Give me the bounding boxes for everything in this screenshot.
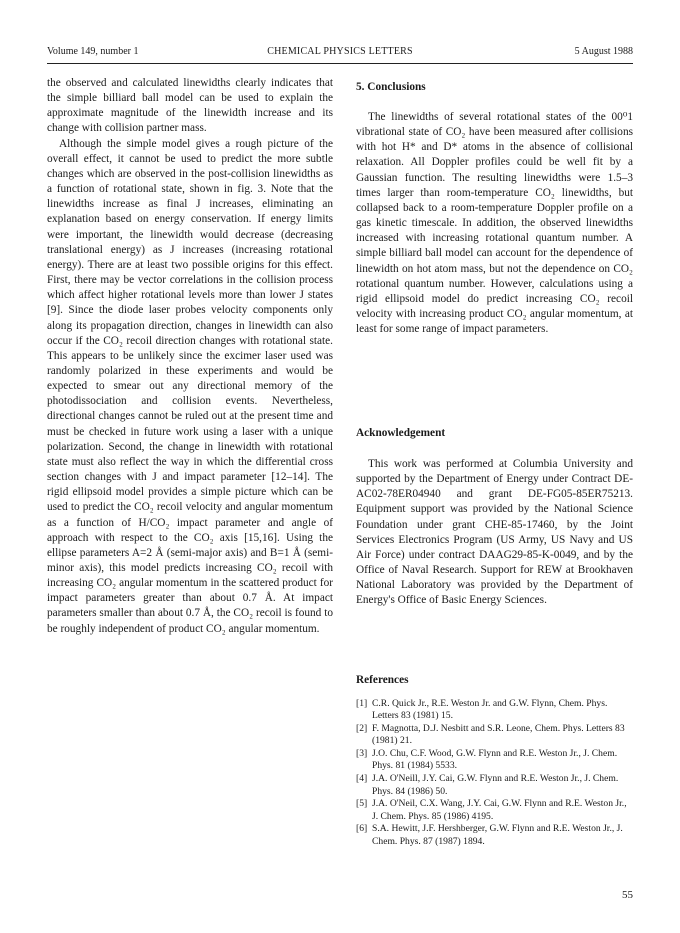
- reference-item: [356, 823, 633, 848]
- reference-number: [3]: [356, 748, 368, 760]
- reference-item: [356, 798, 633, 823]
- reference-number: [6]: [356, 823, 368, 835]
- section-heading-references: References: [356, 674, 409, 686]
- header-rule: [47, 63, 633, 64]
- issue-date: 5 August 1988: [574, 46, 633, 57]
- section-heading-acknowledgement: Acknowledgement: [356, 427, 446, 439]
- reference-number: [1]: [356, 698, 368, 709]
- reference-text: F. Magnotta, D.J. Nesbitt and S.R. Leone, Chem. Phys. Letters 83 (1981) 21.: [372, 723, 625, 747]
- body-paragraph: Although the simple model gives a rough picture of the overall effect, it cannot be used to predict the more subtle changes which are observed in the post-collision linewidths as a function of rotational state, shown in fig. 3. Note that the linewidths increase as final J increases, eliminating an explanation based on energy conservation. If energy limits were important, the linewidth would decrease (decreasing translational energy) as J increases (increasing rotational energy). There are at least two possible origins for this effect. First, there may be vector correlations in the collision process which affect higher rotational levels more than lower J states [9]. Since the diode laser probes velocity components only along its propagation direction, changes in linewidth can also occur if the CO₂ recoil direction changes with rotational state. This appears to be unlikely since the excimer laser used was randomly polarized in these experiments and would be expected to smear out any directional memory of the photodissociation and collision events. Nevertheless, directional changes cannot be ruled out at the present time and must be checked in future work using a laser with a unique polarization. Second, the change in linewidth with rotational state must also reflect the way in which the differential cross section changes with J and impact parameter [12–14]. The rigid ellipsoid model provides a simple picture which can be used to predict the CO₂ recoil velocity and angular momentum as a function of H/CO₂ impact parameter and angle of approach with respect to the CO₂ axis [15,16]. Using the ellipse parameters A=2 Å (semi-major axis) and B=1 Å (semi-minor axis), this model predicts increasing CO₂ recoil with increasing CO₂ angular momentum in the scattered product for impact parameters greater than about 0.7 Å. At impact parameters smaller than about 0.7 Å, the CO₂ recoil is found to be roughly independent of product CO₂ angular momentum.: [47, 137, 333, 635]
- reference-list: [356, 698, 633, 849]
- acknowledgement-text: [356, 457, 633, 609]
- body-paragraph: the observed and calculated linewidths clearly indicates that the simple billiard ball model can be used to explain the approximate magnitude of the linewidth increase and its change with collision partner mass.: [47, 77, 333, 135]
- reference-text: S.A. Hewitt, J.F. Hershberger, G.W. Flynn and R.E. Weston Jr., J. Chem. Phys. 87 (1987) 1894.: [372, 823, 623, 847]
- reference-text: C.R. Quick Jr., R.E. Weston Jr. and G.W. Flynn, Chem. Phys. Letters 83 (1981) 15.: [372, 698, 608, 722]
- reference-number: [4]: [356, 773, 368, 785]
- page-number: 55: [622, 889, 633, 901]
- body-paragraph: This work was performed at Columbia University and supported by the Department of Energy under Contract DE-AC02-78ER04940 and grant DE-FG05-85ER75213. Equipment support was provided by the National Science Foundation under grant CHE-85-17460, by the Joint Services Electronics Program (US Army, US Navy and US Air Force) under contract DAAG29-85-K-0049, and by the Office of Naval Research. Support for REW at Brookhaven National Laboratory was provided by the Department of Energy's Office of Basic Energy Sciences.: [356, 458, 633, 607]
- journal-title: CHEMICAL PHYSICS LETTERS: [267, 46, 413, 57]
- body-paragraph: The linewidths of several rotational states of the 00⁰1 vibrational state of CO₂ have been measured after collisions with hot H* and D* atoms in the absence of collisional relaxation. All Doppler profiles could be well fit by a Gaussian function. The resulting linewidths were 1.5–3 times larger than room-temperature CO₂ linewidths, but collapsed back to a room-temperature Doppler profile on a gas kinetic timescale. In addition, the observed linewidths increased with increasing rotational quantum number. A simple billiard ball model can account for the dependence of linewidth on hot atom mass, but not the dependence on CO₂ rotational quantum number. However, calculations using a rigid ellipsoid model do predict increasing CO₂ recoil velocity with increasing product CO₂ angular momentum, at least for some range of impact parameters.: [356, 111, 633, 336]
- reference-item: [356, 748, 633, 773]
- left-column: [47, 76, 333, 637]
- reference-number: [5]: [356, 798, 368, 810]
- reference-text: J.A. O'Neil, C.X. Wang, J.Y. Cai, G.W. Flynn and R.E. Weston Jr., J. Chem. Phys. 85 (1986) 4195.: [372, 798, 627, 822]
- reference-number: [2]: [356, 723, 368, 735]
- conclusions-text: [356, 110, 633, 337]
- reference-item: [356, 773, 633, 798]
- section-heading-conclusions: 5. Conclusions: [356, 81, 426, 93]
- reference-item: [356, 698, 633, 723]
- volume-number: Volume 149, number 1: [47, 46, 139, 57]
- reference-text: J.A. O'Neill, J.Y. Cai, G.W. Flynn and R.E. Weston Jr., J. Chem. Phys. 84 (1986) 50.: [372, 773, 619, 797]
- reference-item: [356, 723, 633, 748]
- reference-text: J.O. Chu, C.F. Wood, G.W. Flynn and R.E. Weston Jr., J. Chem. Phys. 81 (1984) 5533.: [372, 748, 618, 772]
